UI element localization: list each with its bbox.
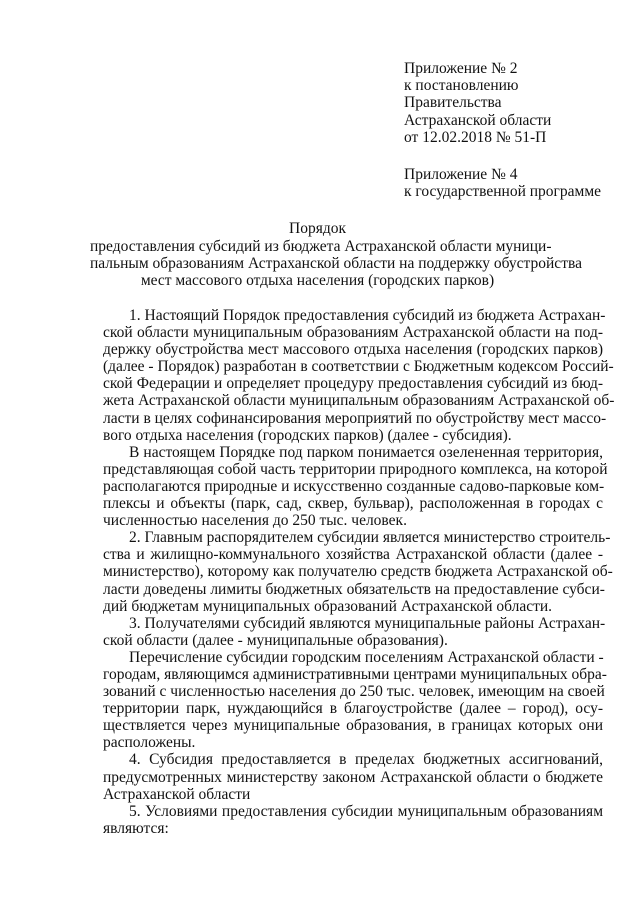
paragraph-line: городам, являющимся административными центрами муниципальных обра-	[103, 665, 607, 683]
paragraph-line: держку обустройства мест массового отдыха населения (городских парков)	[103, 341, 603, 359]
paragraph-line: 1. Настоящий Порядок предоставления субсидий из бюджета Астрахан-	[129, 307, 606, 324]
paragraph-line: зований с численностью населения до 250 тыс. человек, имеющим на своей	[103, 683, 605, 701]
paragraph-line: 5. Условиями предоставления субсидии муниципальным образованиям	[129, 802, 603, 820]
header-line: Приложение № 4	[404, 166, 518, 183]
paragraph	[103, 307, 615, 444]
document-body	[103, 307, 615, 837]
paragraph-line: располагаются природные и искусственно созданные садово-парковые ком-	[103, 477, 605, 495]
document-title	[90, 220, 545, 237]
paragraph	[103, 529, 613, 615]
appendix-4-header	[404, 166, 634, 200]
header-line: Приложение № 2	[404, 60, 518, 77]
paragraph-line: ласти доведены лимиты бюджетных обязательств на предоставление субси-	[103, 580, 605, 598]
subtitle-line: мест массового отдыха населения (городских парков)	[140, 272, 495, 289]
paragraph-line: численностью населения до 250 тыс. человек.	[103, 512, 407, 530]
header-line: Правительства	[404, 94, 502, 112]
paragraph-line: ства и жилищно-коммунального хозяйства Астраханской области (далее -	[103, 546, 603, 564]
appendix-2-header	[404, 60, 634, 146]
paragraph	[103, 443, 608, 530]
paragraph-line: ществляется через муниципальные образования, в границах которых они	[103, 717, 603, 735]
paragraph-line: плексы и объекты (парк, сад, сквер, бульвар), расположенная в городах с	[103, 495, 603, 513]
paragraph-line: территории парк, нуждающийся в благоустройстве (далее – город), осу-	[103, 700, 603, 718]
header-line: Астраханской области	[404, 111, 552, 129]
subtitle-line: предоставления субсидий из бюджета Астраханской области муници-	[90, 238, 552, 255]
paragraph	[103, 648, 607, 752]
paragraph-line: 2. Главным распорядителем субсидии является министерство строитель-	[129, 529, 611, 547]
paragraph-line: предусмотренных министерству законом Астраханской области о бюджете	[103, 768, 603, 786]
paragraph-line: Астраханской области	[103, 785, 251, 803]
subtitle-line: пальным образованиям Астраханской области на поддержку обустройства	[90, 255, 582, 272]
paragraph-line: жета Астраханской области муниципальным образованиям Астраханской об-	[103, 392, 615, 410]
title-heading: Порядок	[289, 220, 346, 237]
header-line: от 12.02.2018 № 51-П	[404, 128, 547, 146]
paragraph	[103, 803, 603, 837]
paragraph-line: вого отдыха населения (городских парков) (далее - субсидия).	[103, 426, 512, 444]
paragraph-line: 4. Субсидия предоставляется в пределах бюджетных ассигнований,	[129, 751, 603, 769]
paragraph-line: ласти в целях софинансирования мероприятий по обустройству мест массо-	[103, 409, 607, 427]
paragraph-line: дий бюджетам муниципальных образований Астраханской области.	[103, 597, 553, 615]
paragraph-line: ской Федерации и определяет процедуру предоставления субсидий из бюд-	[103, 375, 603, 393]
paragraph	[103, 751, 603, 802]
paragraph-line: (далее - Порядок) разработан в соответствии с Бюджетным кодексом Россий-	[103, 358, 614, 376]
paragraph-line: Перечисление субсидии городским поселениям Астраханской области -	[129, 648, 604, 666]
paragraph-line: министерство), которому как получателю средств бюджета Астраханской об-	[103, 563, 613, 581]
header-line: к государственной программе	[404, 183, 602, 201]
paragraph-line: представляющая собой часть территории природного комплекса, на которой	[103, 460, 608, 478]
paragraph-line: ской области муниципальным образованиям Астраханской области на под-	[103, 324, 603, 342]
paragraph	[103, 614, 606, 649]
paragraph-line: расположены.	[103, 734, 196, 752]
paragraph-line: В настоящем Порядке под парком понимается озелененная территория,	[129, 443, 603, 461]
paragraph-line: ской области (далее - муниципальные образования).	[103, 631, 448, 649]
paragraph-line: 3. Получателями субсидий являются муниципальные районы Астрахан-	[129, 614, 606, 632]
header-line: к постановлению	[404, 77, 519, 95]
paragraph-line: являются:	[103, 819, 169, 837]
document-subtitle	[90, 238, 582, 289]
